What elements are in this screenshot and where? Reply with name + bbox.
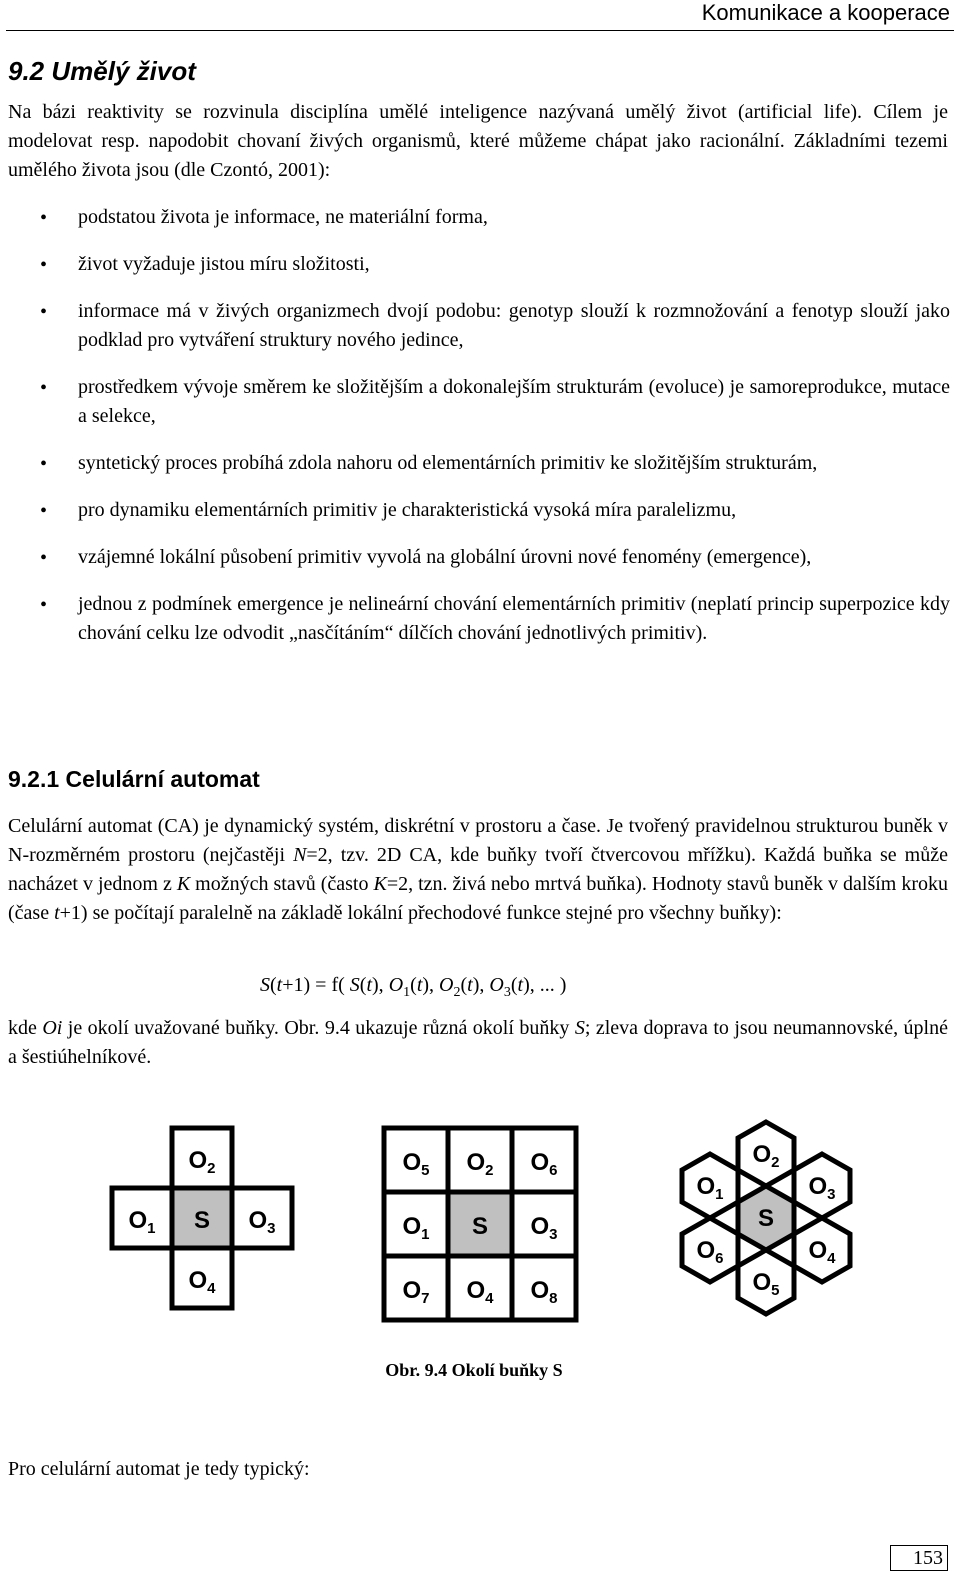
moore-label-o7: $O_7$ [402, 1277, 430, 1307]
neumann-neighborhood [112, 1128, 292, 1308]
hex-label-o2: $O_2$ [752, 1141, 780, 1171]
bullet-icon: • [40, 301, 48, 323]
list-item: • prostředkem vývoje směrem ke složitějším a dokonalejším strukturám (evoluce) je samoreprodukce, mutace a selekce, [40, 376, 950, 427]
neumann-label-o4: $O_4$ [188, 1267, 216, 1297]
moore-neighborhood [384, 1128, 576, 1320]
page-number: 153 [890, 1545, 948, 1571]
neighborhood-paragraph: kde Oi je okolí uvažované buňky. Obr. 9.4 ukazuje různá okolí buňky S; zleva doprava to jsou neumannovské, úplné a šestiúhelníkové. [8, 1017, 948, 1068]
bullet-icon: • [40, 594, 48, 616]
moore-label-o3: $O_3$ [530, 1213, 558, 1243]
moore-label-o5: $O_5$ [402, 1149, 430, 1179]
transition-formula: S(t+1) = f( S(t), $O_1(t)$, $O_2(t)$, $O_3(t)$, ... ) [260, 974, 567, 1000]
moore-label-o6: $O_6$ [530, 1149, 558, 1179]
header-rule [6, 30, 954, 31]
hex-label-o1: $O_1$ [696, 1173, 724, 1203]
theses-list [0, 203, 950, 666]
bullet-icon: • [40, 453, 48, 475]
subsection-heading: 9.2.1 Celulární automat [8, 766, 260, 792]
figure-caption: Obr. 9.4 Okolí buňky S [385, 1360, 563, 1380]
bullet-icon: • [40, 207, 48, 229]
section-heading: 9.2 Umělý život [8, 56, 196, 86]
moore-label-o4: $O_4$ [466, 1277, 494, 1307]
hex-label-s: S [757, 1205, 775, 1232]
moore-label-s: S [471, 1213, 489, 1240]
list-item: • podstatou života je informace, ne materiální forma, [0, 203, 950, 232]
bullet-icon: • [40, 254, 48, 276]
moore-label-o8: $O_8$ [530, 1277, 558, 1307]
hex-label-o6: $O_6$ [696, 1237, 724, 1267]
neumann-label-o1: $O_1$ [128, 1207, 156, 1237]
closing-line: Pro celulární automat je tedy typický: [8, 1458, 310, 1480]
intro-paragraph: Na bázi reaktivity se rozvinula disciplína umělé inteligence nazývaná umělý život (artificial life). Cílem je modelovat resp. napodobit chovaní živých organismů, které můžeme chápat jako racionální. Základními tezemi umělého života jsou (dle Czontó, 2001): [8, 101, 948, 181]
running-header: Komunikace a kooperace [701, 0, 950, 25]
moore-label-o2: $O_2$ [466, 1149, 494, 1179]
list-item: • syntetický proces probíhá zdola nahoru od elementárních primitiv ke složitějším strukturám, [0, 449, 950, 478]
bullet-icon: • [40, 500, 48, 522]
list-item: • jednou z podmínek emergence je nelineární chování elementárních primitiv (neplatí princip superpozice kdy chování celku lze odvodit „nasčítáním“ dílčích chování jednotlivých primitiv). [40, 593, 950, 644]
hex-label-o3: $O_3$ [808, 1173, 836, 1203]
list-item: • vzájemné lokální působení primitiv vyvolá na globální úrovni nové fenomény (emergence), [0, 543, 950, 572]
list-item: • informace má v živých organizmech dvojí podobu: genotyp slouží k rozmnožování a fenotyp slouží jako podklad pro vytváření struktury nového jedince, [40, 300, 950, 351]
neumann-label-s: S [193, 1207, 211, 1234]
hex-label-o4: $O_4$ [808, 1237, 836, 1267]
ca-paragraph: Celulární automat (CA) je dynamický systém, diskrétní v prostoru a čase. Je tvořený pravidelnou strukturou buněk v N-rozměrném prostoru (nejčastěji N=2, tzv. 2D CA, kde buňky tvoří čtvercovou mřížku). Každá buňka se může nacházet v jednom z K možných stavů (často K=2, tzn. živá nebo mrtvá buňka). Hodnoty stavů buněk v dalším kroku (čase t+1) se počítají paralelně na základě lokální přechodové funkce stejné pro všechny buňky): [8, 815, 949, 924]
bullet-icon: • [40, 547, 48, 569]
bullet-icon: • [40, 377, 48, 399]
hex-label-o5: $O_5$ [752, 1269, 780, 1299]
list-item: • život vyžaduje jistou míru složitosti, [0, 250, 950, 279]
neumann-label-o3: $O_3$ [248, 1207, 276, 1237]
moore-label-o1: $O_1$ [402, 1213, 430, 1243]
list-item: • pro dynamiku elementárních primitiv je charakteristická vysoká míra paralelizmu, [0, 496, 950, 525]
neumann-label-o2: $O_2$ [188, 1147, 216, 1177]
